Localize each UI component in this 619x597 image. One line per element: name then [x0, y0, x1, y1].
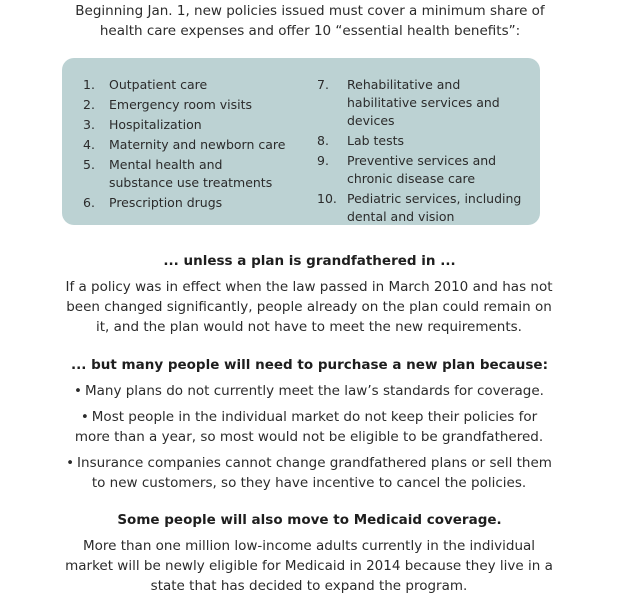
benefit-text: Maternity and newborn care	[109, 137, 286, 152]
reason-item	[62, 381, 556, 401]
benefit-item	[83, 96, 303, 114]
benefit-number: 3.	[83, 117, 95, 132]
benefit-number: 7.	[317, 77, 329, 92]
benefit-number: 9.	[317, 153, 329, 168]
benefits-list-right	[317, 76, 532, 228]
new-plan-reasons-list	[62, 381, 556, 499]
grandfathered-heading: ... unless a plan is grandfathered in ...	[163, 253, 456, 269]
benefit-item	[83, 116, 303, 134]
benefit-item	[317, 76, 532, 130]
essential-benefits-box	[62, 58, 540, 225]
benefit-text: Mental health and substance use treatments	[109, 157, 273, 190]
benefit-number: 8.	[317, 133, 329, 148]
benefit-text: Pediatric services, including dental and vision	[347, 191, 522, 224]
reason-item	[62, 407, 556, 447]
benefit-number: 2.	[83, 97, 95, 112]
benefit-text: Lab tests	[347, 133, 405, 148]
grandfathered-body: If a policy was in effect when the law passed in March 2010 and has not been changed significantly, people already on the plan could remain on it, and the plan would not have to meet the new requirements.	[65, 279, 553, 335]
intro-text	[40, 1, 580, 41]
benefit-number: 10.	[317, 191, 337, 206]
benefit-text: Emergency room visits	[109, 97, 253, 112]
benefit-item	[317, 132, 532, 150]
benefit-item	[83, 136, 303, 154]
reason-item	[62, 453, 556, 493]
benefit-item	[317, 190, 532, 226]
bullet-icon: •	[80, 409, 89, 425]
benefit-text: Rehabilitative and habilitative services and devices	[347, 77, 500, 128]
benefit-number: 4.	[83, 137, 95, 152]
medicaid-heading: Some people will also move to Medicaid coverage.	[117, 512, 502, 528]
benefit-number: 6.	[83, 195, 95, 210]
medicaid-body: More than one million low-income adults currently in the individual market will be newly eligible for Medicaid in 2014 because they live in a state that has decided to expand the program.	[65, 538, 553, 594]
new-plan-heading: ... but many people will need to purchase a new plan because:	[71, 357, 548, 373]
reason-text: Insurance companies cannot change grandfathered plans or sell them to new customers, so they have incentive to cancel the policies.	[77, 455, 552, 491]
reason-text: Most people in the individual market do not keep their policies for more than a year, so most would not be eligible to be grandfathered.	[74, 409, 544, 445]
benefit-text: Outpatient care	[109, 77, 208, 92]
benefit-text: Prescription drugs	[109, 195, 223, 210]
benefit-item	[83, 156, 283, 192]
intro-line-2: health care expenses and offer 10 “essential health benefits”:	[99, 23, 521, 39]
benefit-text: Hospitalization	[109, 117, 202, 132]
benefit-item	[317, 152, 532, 188]
intro-line-1: Beginning Jan. 1, new policies issued must cover a minimum share of	[75, 3, 545, 19]
benefit-item	[83, 76, 303, 94]
benefit-text: Preventive services and chronic disease care	[347, 153, 497, 186]
reason-text: Many plans do not currently meet the law’s standards for coverage.	[84, 383, 544, 399]
benefit-number: 1.	[83, 77, 95, 92]
bullet-icon: •	[66, 455, 75, 471]
benefit-number: 5.	[83, 157, 95, 172]
benefits-list-left	[83, 76, 303, 214]
bullet-icon: •	[74, 383, 82, 399]
benefit-item	[83, 194, 303, 212]
